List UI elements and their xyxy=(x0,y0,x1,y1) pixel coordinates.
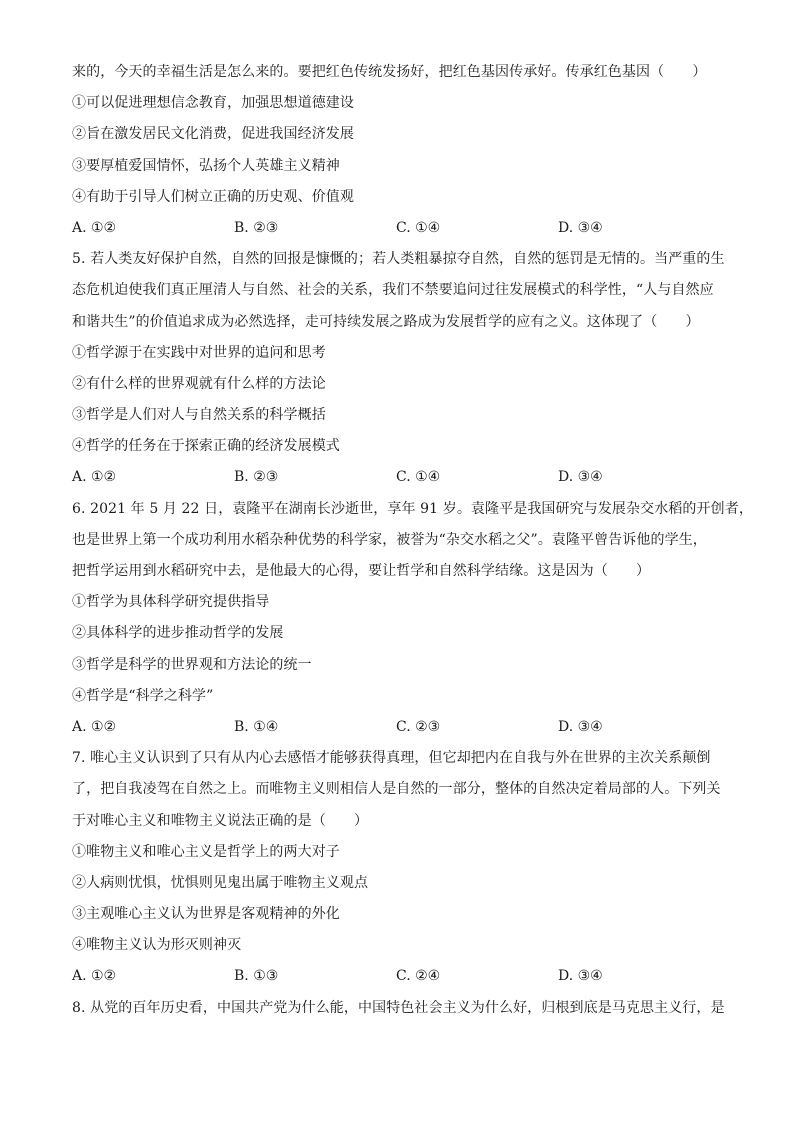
option-b: B. ②③ xyxy=(234,219,279,236)
option-c: C. ②④ xyxy=(396,968,441,985)
option-b: B. ②③ xyxy=(234,469,279,486)
question-stem-line: 于对唯心主义和唯物主义说法正确的是（ ） xyxy=(72,812,369,829)
option-d: D. ③④ xyxy=(558,219,603,236)
option-d: D. ③④ xyxy=(558,718,603,735)
option-b: B. ①③ xyxy=(234,968,279,985)
statement-item: ②旨在激发居民文化消费，促进我国经济发展 xyxy=(72,126,354,143)
question-8 xyxy=(72,998,724,1018)
statement-item: ①哲学为具体科学研究提供指导 xyxy=(72,594,270,611)
statement-item: ④哲学的任务在于探索正确的经济发展模式 xyxy=(72,438,340,455)
question-stem-line: 8. 从党的百年历史看，中国共产党为什么能，中国特色社会主义为什么好，归根到底是马克思主义行，是 xyxy=(72,999,725,1016)
statement-item: ①可以促进理想信念教育，加强思想道德建设 xyxy=(72,95,354,112)
statement-item: ④哲学是“科学之科学” xyxy=(72,687,214,704)
question-stem-line: 和谐共生”的价值追求成为必然选择，走可持续发展之路成为发展哲学的应有之义。这体现了（ ） xyxy=(72,313,700,330)
question-7 xyxy=(72,748,724,986)
statement-item: ②有什么样的世界观就有什么样的方法论 xyxy=(72,375,326,392)
answer-options xyxy=(72,467,724,487)
question-4 xyxy=(72,62,724,238)
statement-item: ④有助于引导人们树立正确的历史观、价值观 xyxy=(72,188,354,205)
question-6 xyxy=(72,499,753,737)
statement-item: ①唯物主义和唯心主义是哲学上的两大对子 xyxy=(72,843,340,860)
question-5 xyxy=(72,249,724,487)
option-c: C. ①④ xyxy=(396,219,441,236)
option-d: D. ③④ xyxy=(558,469,603,486)
option-a: A. ①② xyxy=(72,219,117,236)
option-a: A. ①② xyxy=(72,968,117,985)
question-stem-line: 来的，今天的幸福生活是怎么来的。要把红色传统发扬好，把红色基因传承好。传承红色基因（ ） xyxy=(72,64,707,80)
statement-item: ③哲学是人们对人与自然关系的科学概括 xyxy=(72,407,326,424)
statement-item: ②具体科学的进步推动哲学的发展 xyxy=(72,625,284,642)
statement-item: ②人病则忧惧，忧惧则见鬼出属于唯物主义观点 xyxy=(72,874,369,891)
question-stem-line: 了，把自我凌驾在自然之上。而唯物主义则相信人是自然的一部分，整体的自然决定着局部的人。下列关 xyxy=(72,781,721,798)
answer-options xyxy=(72,966,724,986)
option-c: C. ①④ xyxy=(396,469,441,486)
statement-item: ④唯物主义认为形灭则神灭 xyxy=(72,937,242,954)
exam-page xyxy=(72,62,753,1029)
statement-item: ③要厚植爱国情怀，弘扬个人英雄主义精神 xyxy=(72,157,340,174)
question-stem-line: 把哲学运用到水稻研究中去，是他最大的心得，要让哲学和自然科学结缘。这是因为（ ） xyxy=(72,563,651,579)
statement-item: ①哲学源于在实践中对世界的追问和思考 xyxy=(72,344,326,361)
question-stem-line: 7. 唯心主义认识到了只有从内心去感悟才能够获得真理，但它却把内在自我与外在世界的主次关系颠倒 xyxy=(72,750,711,767)
option-d: D. ③④ xyxy=(558,968,603,985)
answer-options xyxy=(72,218,724,238)
question-stem-line: 6. 2021 年 5 月 22 日，袁隆平在湖南长沙逝世，享年 91 岁。袁隆平是我国研究与发展杂交水稻的开创者， xyxy=(72,500,753,517)
statement-item: ③哲学是科学的世界观和方法论的统一 xyxy=(72,656,312,673)
statement-item: ③主观唯心主义认为世界是客观精神的外化 xyxy=(72,906,340,923)
option-b: B. ①④ xyxy=(234,718,279,735)
option-a: A. ①② xyxy=(72,469,117,486)
option-c: C. ②③ xyxy=(396,718,441,735)
option-a: A. ①② xyxy=(72,718,117,735)
answer-options xyxy=(72,717,724,737)
question-stem-line: 态危机迫使我们真正厘清人与自然、社会的关系，我们不禁要追问过往发展模式的科学性，“人与自然应 xyxy=(72,282,714,299)
question-stem-line: 也是世界上第一个成功利用水稻杂种优势的科学家，被誉为“杂交水稻之父”。袁隆平曾告诉他的学生， xyxy=(72,531,707,548)
question-stem-line: 5. 若人类友好保护自然，自然的回报是慷慨的；若人类粗暴掠夺自然，自然的惩罚是无情的。当严重的生 xyxy=(72,251,725,268)
